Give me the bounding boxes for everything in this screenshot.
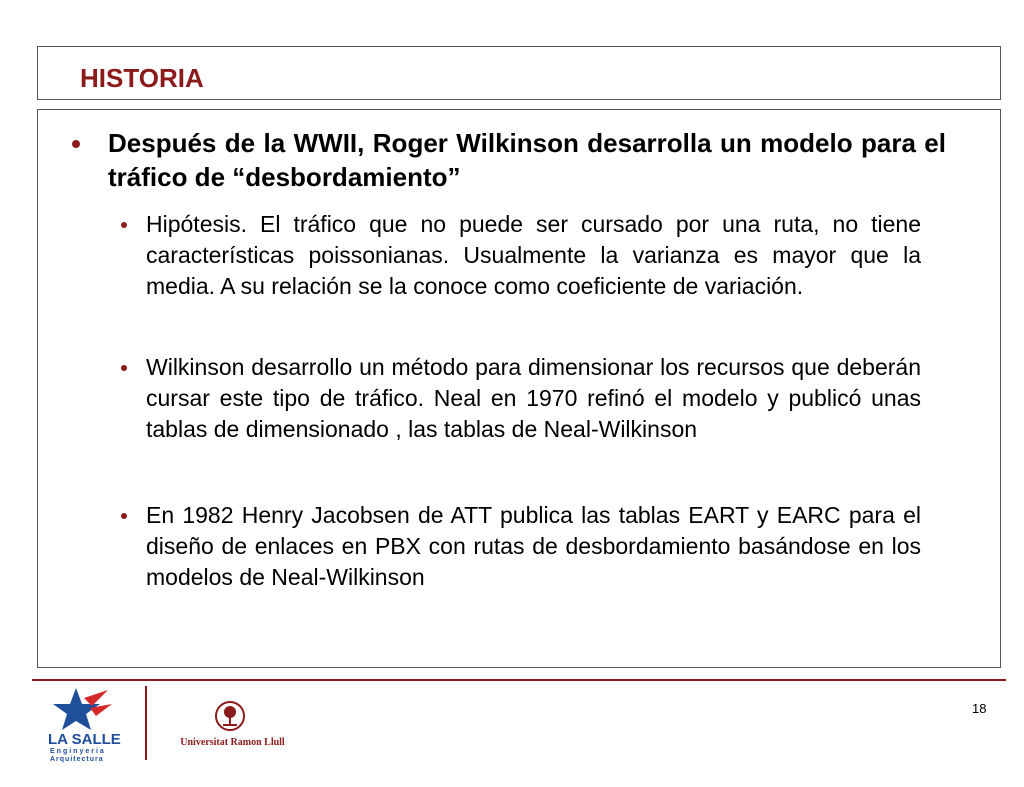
url-logo [160, 700, 305, 756]
sub-bullet-text: Hipótesis. El tráfico que no puede ser cursado por una ruta, no tiene características poissonianas. Usualmente la varianza es mayor que la media. A su relación se la conoce como coeficiente de variación. [146, 211, 921, 299]
page-number: 18 [972, 701, 987, 716]
slide-title: HISTORIA [80, 63, 204, 93]
lasalle-logo [46, 684, 136, 764]
sub-bullet-text: Wilkinson desarrollo un método para dimensionar los recursos que deberán cursar este tipo de tráfico. Neal en 1970 refinó el modelo y publicó unas tablas de dimensionado , las tablas de Neal-Wilkinson [146, 354, 921, 442]
bullet-dot-icon [72, 140, 80, 148]
lasalle-logo-text: LA SALLE [48, 731, 121, 748]
url-logo-text: Universitat Ramon Llull [180, 737, 285, 748]
sub-bullet [121, 352, 921, 445]
sub-bullet [121, 209, 921, 302]
sub-bullet [121, 500, 921, 593]
bullet-dot-icon [121, 222, 127, 228]
tree-emblem-icon [214, 700, 246, 732]
logo-divider [145, 686, 147, 760]
main-bullet-text: Después de la WWII, Roger Wilkinson desarrolla un modelo para el tráfico de “desbordamiento” [108, 128, 946, 192]
sub-bullet-text: En 1982 Henry Jacobsen de ATT publica las tablas EART y EARC para el diseño de enlaces en PBX con rutas de desbordamiento basándose en los modelos de Neal-Wilkinson [146, 502, 921, 590]
title-box [37, 46, 1001, 100]
lasalle-logo-sub1: Enginyeria [50, 748, 106, 755]
bullet-dot-icon [121, 513, 127, 519]
footer-divider [32, 679, 1006, 681]
lasalle-logo-sub2: Arquitectura [50, 756, 104, 763]
bullet-dot-icon [121, 365, 127, 371]
lasalle-star-icon [46, 684, 136, 764]
main-bullet [72, 126, 946, 194]
